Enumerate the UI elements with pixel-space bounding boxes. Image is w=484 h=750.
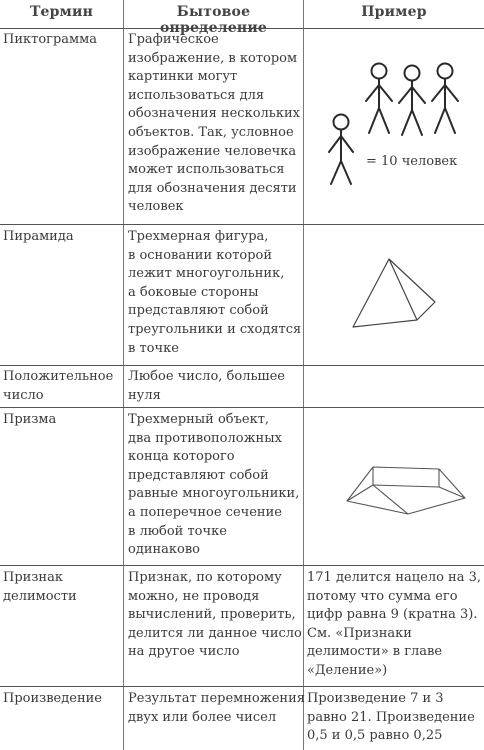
row-divider [0, 686, 484, 687]
row-divider [0, 224, 484, 225]
pyramid-illustration [345, 250, 445, 335]
term-cell: Произведение [3, 691, 102, 706]
header-term: Термин [29, 4, 94, 20]
header-example: Пример [361, 4, 427, 20]
term-cell: Признак делимости [3, 570, 77, 604]
definition-cell: Трехмерный объект, два противоположных конца которого представляют собой равные многоугольники, а поперечное сечение в любой точке одинаково [128, 412, 300, 558]
term-cell: Пиктограмма [3, 32, 98, 47]
definition-cell: Любое число, большее нуля [128, 369, 285, 403]
example-cell: 171 делится нацело на 3, потому что сумма его цифр равна 9 (кратна 3). См. «Признаки делимости» в главе «Деление») [307, 570, 482, 678]
row-divider [0, 407, 484, 408]
row-divider [0, 365, 484, 366]
row-divider [0, 565, 484, 566]
definition-cell: Графическое изображение, в котором картинки могут использоваться для обозначения нескольких объектов. Так, условное изображение человечка может использоваться для обозначения десяти человек [128, 32, 300, 215]
example-caption: = 10 человек [366, 154, 458, 169]
column-divider [303, 0, 304, 750]
prism-illustration [340, 458, 470, 518]
term-cell: Пирамида [3, 229, 74, 244]
example-cell: Произведение 7 и 3 равно 21. Произведение 0,5 и 0,5 равно 0,25 [307, 691, 475, 744]
definition-cell: Трехмерная фигура, в основании которой лежит многоугольник, а боковые стороны представляют собой треугольники и сходятся в точке [128, 229, 302, 356]
term-cell: Призма [3, 412, 57, 427]
definition-cell: Результат перемножения двух или более чисел [128, 691, 305, 725]
column-divider [123, 0, 124, 750]
term-cell: Положительное число [3, 369, 114, 403]
definition-cell: Признак, по которому можно, не проводя вычислений, проверить, делится ли данное число на другое число [128, 570, 302, 660]
header-definition: Бытовое определение [159, 4, 268, 36]
